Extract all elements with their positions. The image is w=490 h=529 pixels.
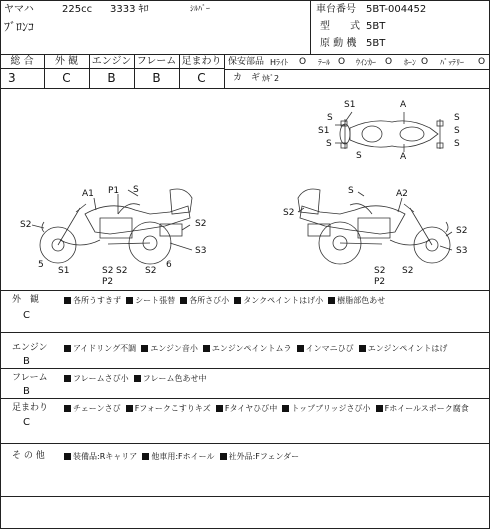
diagram-label: S [356,151,362,161]
diagram-label: 5 [38,260,44,270]
remark-label-exterior: 外 観 [12,295,40,305]
diagram-label: S [348,186,354,196]
remark-items-exterior: 各所うすきず シート張替 各所さび小 タンクペイントはげ小 樹脂部色あせ [64,297,385,305]
diagram-label: S1 [344,100,356,110]
remark-grade-frame: B [23,386,30,397]
grade-frame: B [152,71,161,85]
key-label: カ ギ [233,73,261,83]
diagram-label: S2 [116,266,128,276]
diagram-label: S3 [456,246,468,256]
safety-item-headlight: Hﾗｲﾄ [270,58,289,67]
type-value: 5BT [366,21,386,32]
maker: ヤマハ [4,4,34,15]
type-label: 型 式 [320,21,360,32]
diagram-label: S2 [102,266,114,276]
remark-label-suspension: 足まわり [12,403,49,413]
diagram-label: P2 [374,277,386,287]
remark-grade-exterior: C [23,310,30,321]
safety-label: 保安部品 [228,57,265,67]
frame-no: 5BT-004452 [366,4,427,15]
grade-engine: B [107,71,116,85]
remark-items-other: 装備品:Rキャリア 他車用:Fホイール 社外品:Fフェンダー [64,453,299,461]
remark-grade-suspension: C [23,417,30,428]
frame-no-label: 車台番号 [316,4,356,15]
safety-mark-tail: O [338,57,346,67]
grade-header-engine: エンジン [91,56,132,67]
diagram-label: S [327,113,333,123]
diagram-label: S2 [20,220,32,230]
safety-mark-horn: O [421,57,429,67]
safety-item-battery: ﾊﾞｯﾃﾘｰ [440,58,464,67]
diagram-label: S1 [58,266,70,276]
safety-item-winker: ｳｲﾝｶｰ [356,58,376,67]
diagram-label: S [133,185,139,195]
left-side-motorcycle [40,186,192,264]
diagram-label: S2 [195,219,207,229]
diagram-label: S2 [402,266,414,276]
remark-items-frame: フレームさび小 フレーム色あせ中 [64,375,206,383]
diagram-label: A1 [82,189,94,199]
diagram-label: S [326,139,332,149]
remark-label-frame: フレーム [12,373,48,383]
diagram-label: 6 [166,260,172,270]
engine-label: 原 動 機 [320,38,357,49]
remark-grade-engine: B [23,356,30,367]
safety-mark-winker: O [385,57,393,67]
grade-suspension: C [197,71,206,85]
key-value: ｶｷﾞ2 [262,74,280,83]
grade-header-frame: フレーム [136,56,177,67]
grade-header-total: 総 合 [10,56,34,67]
grade-total: 3 [8,71,16,85]
diagram-label: S [454,113,460,123]
diagram-label: S2 [374,266,386,276]
safety-item-horn: ﾎｰﾝ [404,58,416,67]
engine-value: 5BT [366,38,386,49]
diagram-label: A [400,152,407,162]
color: ｼﾙﾊﾞｰ [190,4,210,13]
diagram-label: S2 [456,226,468,236]
model-name: ﾌﾞﾛﾝｺ [4,20,35,34]
grade-exterior: C [62,71,71,85]
grade-header-exterior: 外 観 [54,56,79,67]
remark-items-suspension: チェーンさび Fフォークこすりキズ Fタイヤひび中 トップブリッジさび小 Fホイールスポーク腐食 [64,405,469,413]
diagram-label: S2 [145,266,157,276]
diagram-label: A2 [396,189,408,199]
safety-item-tail: ﾃｰﾙ [318,58,330,67]
remark-items-engine: アイドリング不調 エンジン音小 エンジンペイントムラ インマニひび エンジンペイントはげ [64,345,447,353]
diagram-label: A [400,100,407,110]
mileage: 3333 ｷﾛ [110,4,149,15]
grade-header-suspension: 足まわり [181,56,222,67]
diagram-label: S1 [318,126,330,136]
diagram-label: S3 [195,246,207,256]
diagram-label: S2 [283,208,295,218]
diagram-label: P2 [102,277,114,287]
remark-label-other: そ の 他 [12,451,45,461]
safety-mark-headlight: O [299,57,307,67]
diagram-label: P1 [108,186,120,196]
right-side-motorcycle [298,186,450,264]
safety-mark-battery: O [478,57,486,67]
remark-label-engine: エンジン [12,343,48,353]
displacement: 225cc [62,4,93,15]
top-view-motorcycle [335,119,443,149]
diagram-label: S [454,139,460,149]
diagram-label: S [454,126,460,136]
